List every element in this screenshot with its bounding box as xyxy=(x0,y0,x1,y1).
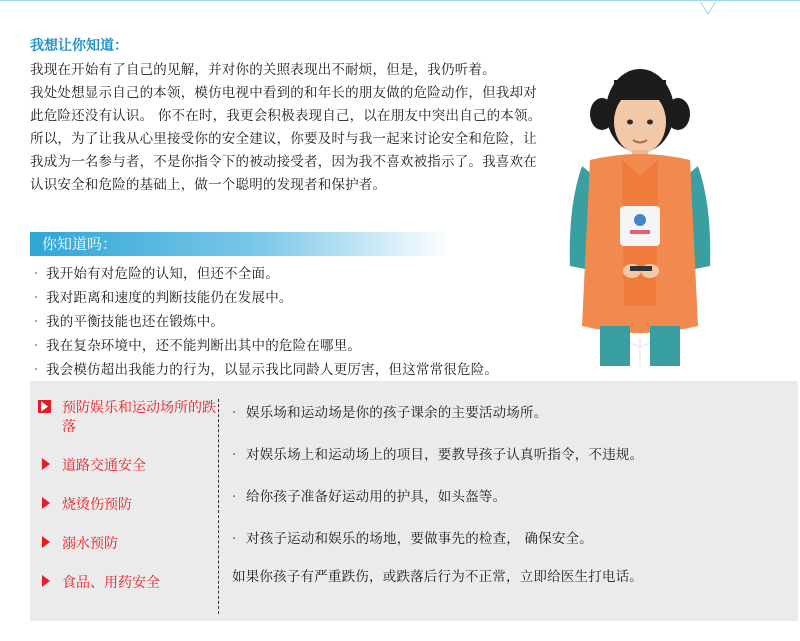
fact-text: 我对距离和速度的判断技能仍在发展中。 xyxy=(46,290,293,306)
play-arrow-icon xyxy=(42,497,50,509)
list-item xyxy=(232,445,772,465)
tip-text: 给你孩子准备好运动用的护具，如头盔等。 xyxy=(246,489,507,505)
tip-note: 如果你孩子有严重跌伤，或跌落后行为不正常，立即给医生打电话。 xyxy=(232,569,643,585)
intro-paragraph-2: 我处处想显示自己的本领，模仿电视中看到的和年长的朋友做的危险动作，但我却对此危险还没有认识。 你不在时，我更会积极表现自己，以在朋友中突出自己的本领。 xyxy=(30,85,542,124)
bullet-icon: · xyxy=(34,290,39,306)
bullet-icon: · xyxy=(232,447,237,463)
facts-list xyxy=(34,262,554,382)
sidebar-item-drowning-prevention[interactable] xyxy=(38,535,218,554)
intro-paragraph-1: 我现在开始有了自己的见解，并对你的关照表现出不耐烦，但是，我仍听着。 xyxy=(30,62,496,78)
intro-heading: 我想让你知道： xyxy=(30,38,128,54)
bullet-icon: · xyxy=(232,405,237,421)
list-item xyxy=(232,487,772,507)
intro-paragraph-3: 所以，为了让我从心里接受你的安全建议，你要及时与我一起来讨论安全和危险，让我成为一名参与者，不是你指令下的被动接受者，因为我不喜欢被指示了。我喜欢在认识安全和危险的基础上，做一个聪明的发现者和保护者。 xyxy=(30,131,537,193)
tips-list xyxy=(232,403,772,598)
sidebar-item-label: 道路交通安全 xyxy=(62,458,146,474)
sidebar-item-label: 预防娱乐和运动场所的跌落 xyxy=(62,400,216,435)
sidebar-item-food-medicine-safety[interactable] xyxy=(38,574,218,593)
play-arrow-icon xyxy=(41,401,48,412)
play-arrow-icon xyxy=(42,536,50,548)
list-item xyxy=(34,310,554,334)
list-item xyxy=(34,358,554,382)
fact-text: 我会模仿超出我能力的行为，以显示我比同龄人更厉害，但这常常很危险。 xyxy=(46,362,499,378)
did-you-know-banner: 你知道吗： xyxy=(30,232,450,256)
sidebar-item-label: 烧烫伤预防 xyxy=(62,497,132,513)
fact-text: 我在复杂环境中，还不能判断出其中的危险在哪里。 xyxy=(46,338,362,354)
tip-text: 对娱乐场上和运动场上的项目，要教导孩子认真听指令，不违规。 xyxy=(246,447,644,463)
sidebar-item-burn-prevention[interactable] xyxy=(38,496,218,515)
fact-text: 我开始有对危险的认知，但还不全面。 xyxy=(46,266,279,282)
list-item xyxy=(34,262,554,286)
bullet-icon: · xyxy=(232,531,237,547)
topic-sidebar xyxy=(38,399,218,613)
girl-in-life-vest-photo xyxy=(560,56,720,371)
sidebar-item-fall-prevention[interactable] xyxy=(38,399,218,437)
list-item xyxy=(34,286,554,310)
play-arrow-icon xyxy=(42,575,50,587)
sidebar-item-label: 溺水预防 xyxy=(62,536,118,552)
fact-text: 我的平衡技能也还在锻炼中。 xyxy=(46,314,225,330)
bullet-icon: · xyxy=(34,362,39,378)
list-item xyxy=(232,529,772,549)
sidebar-item-road-safety[interactable] xyxy=(38,457,218,476)
bullet-icon: · xyxy=(232,489,237,505)
list-item xyxy=(232,403,772,423)
bullet-icon: · xyxy=(34,266,39,282)
tip-text: 对孩子运动和娱乐的场地，要做事先的检查， 确保安全。 xyxy=(246,531,593,547)
dashed-divider xyxy=(218,399,219,614)
bullet-icon: · xyxy=(34,314,39,330)
list-item xyxy=(34,334,554,358)
intro-section xyxy=(30,36,550,197)
play-arrow-icon xyxy=(42,458,50,470)
sidebar-item-label: 食品、用药安全 xyxy=(62,575,160,591)
frame-notch-icon xyxy=(700,0,716,16)
tip-text: 娱乐场和运动场是你的孩子课余的主要活动场所。 xyxy=(246,405,548,421)
bullet-icon: · xyxy=(34,338,39,354)
